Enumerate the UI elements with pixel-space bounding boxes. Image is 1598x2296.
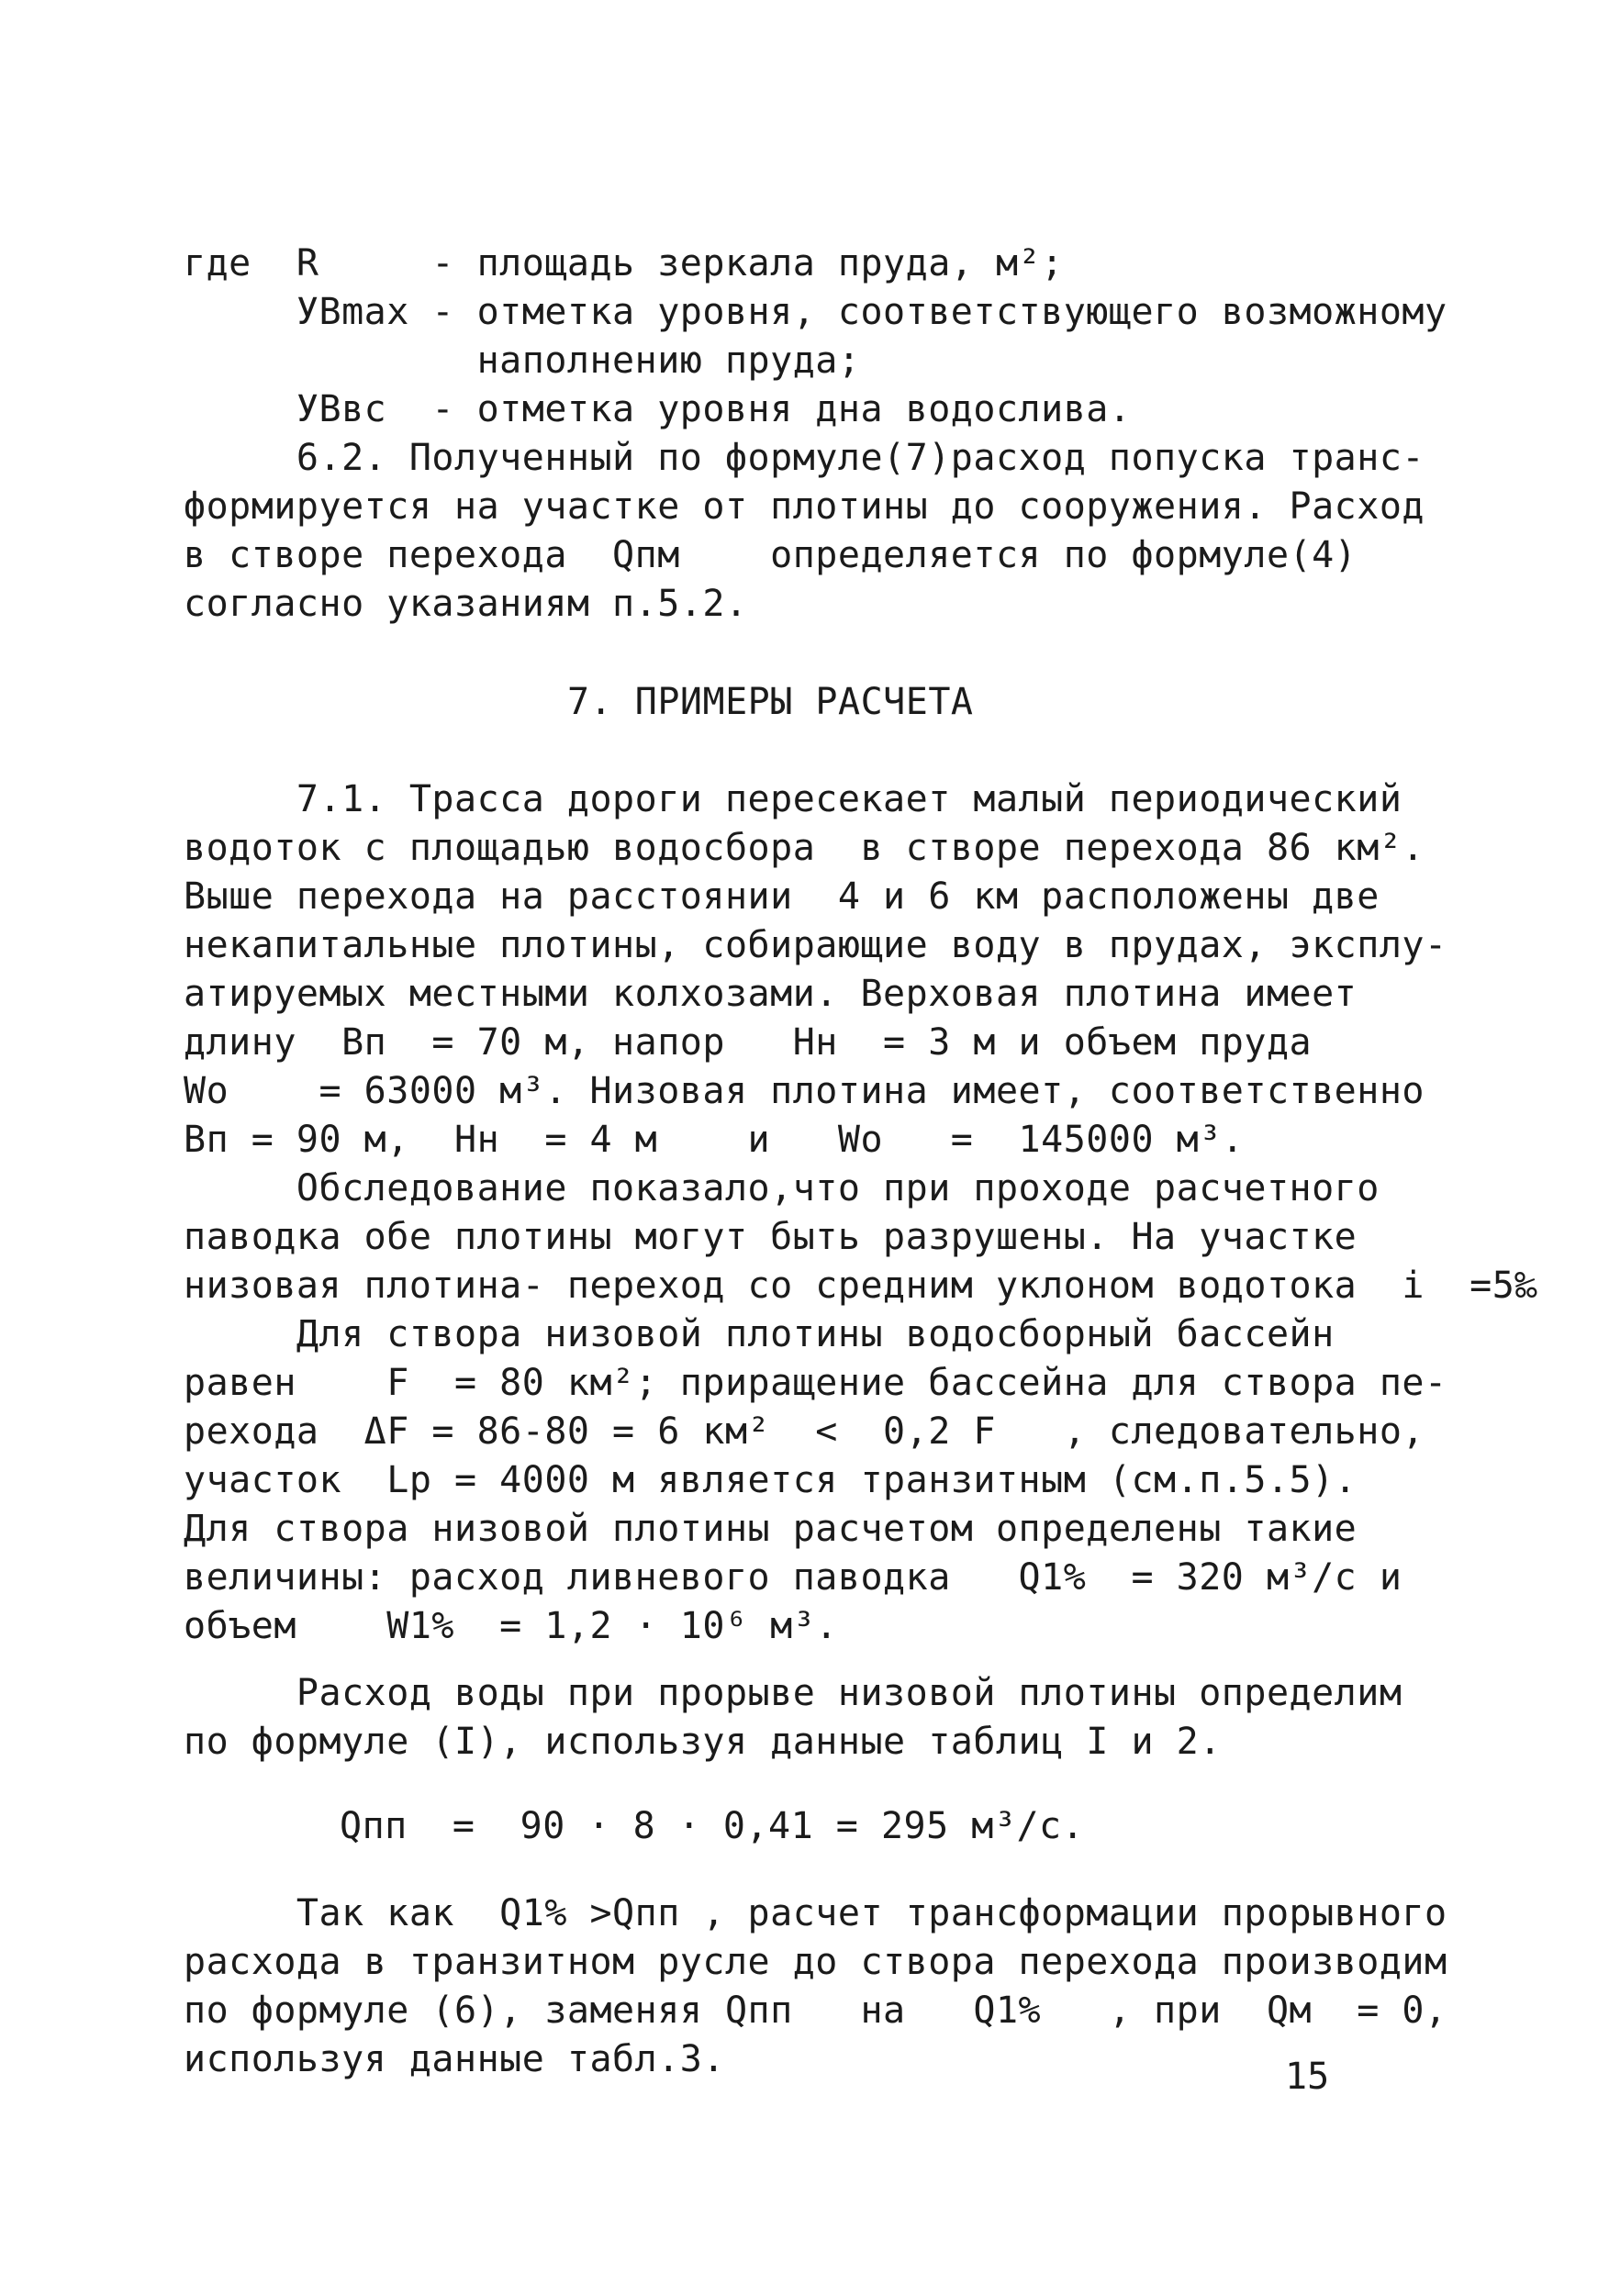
page-number: 15 xyxy=(1285,2056,1330,2098)
text-line: Расход воды при прорыве низовой плотины определим xyxy=(184,1672,1402,1714)
text-line: Для створа низовой плотины расчетом определены такие xyxy=(184,1508,1358,1550)
text-line: 6.2. Полученный по формуле(7)расход попуска транс- xyxy=(184,437,1425,479)
text-line: Вп = 90 м, Нн = 4 м и Wо = 145000 м³. xyxy=(184,1119,1245,1161)
text-line: равен F = 80 км²; приращение бассейна для створа пе- xyxy=(184,1362,1447,1404)
text-line: по формуле (I), используя данные таблиц I и 2. xyxy=(184,1721,1222,1763)
text-line: водоток с площадью водосбора в створе перехода 86 км². xyxy=(184,827,1425,869)
text-line: расхода в транзитном русле до створа перехода производим xyxy=(184,1941,1447,1983)
text-line: Wо = 63000 м³. Низовая плотина имеет, соответственно xyxy=(184,1070,1425,1112)
text-line: участок Lр = 4000 м является транзитным (см.п.5.5). xyxy=(184,1459,1358,1501)
text-line: Обследование показало,что при проходе расчетного xyxy=(184,1167,1380,1209)
text-line: величины: расход ливневого паводка Q1% = 320 м³/с и xyxy=(184,1556,1402,1599)
text-line: формируется на участке от плотины до сооружения. Расход xyxy=(184,485,1425,528)
section-heading: 7. ПРИМЕРЫ РАСЧЕТА xyxy=(567,681,974,723)
text-line: УВmax - отметка уровня, соответствующего возможному xyxy=(184,291,1447,333)
text-line: рехода ΔF = 86-80 = 6 км² < 0,2 F , следовательно, xyxy=(184,1410,1425,1453)
text-line: атируемых местными колхозами. Верховая плотина имеет xyxy=(184,973,1358,1015)
text-line: длину Вп = 70 м, напор Нн = 3 м и объем пруда xyxy=(184,1021,1313,1064)
text-line: низовая плотина- переход со средним уклоном водотока i =5‰ xyxy=(184,1265,1537,1307)
text-line: Выше перехода на расстоянии 4 и 6 км расположены две xyxy=(184,875,1380,918)
text-line: некапитальные плотины, собирающие воду в прудах, эксплу- xyxy=(184,924,1447,966)
text-line: паводка обе плотины могут быть разрушены. На участке xyxy=(184,1216,1358,1258)
text-line: согласно указаниям п.5.2. xyxy=(184,583,748,625)
text-line: объем W1% = 1,2 · 10⁶ м³. xyxy=(184,1605,838,1647)
formula: Qпп = 90 · 8 · 0,41 = 295 м³/с. xyxy=(340,1805,1085,1847)
text-line: по формуле (6), заменяя Qпп на Q1% , при Qм = 0, xyxy=(184,1989,1447,2032)
text-line: наполнению пруда; xyxy=(184,340,861,382)
text-line: УВвс - отметка уровня дна водослива. xyxy=(184,388,1132,430)
text-line: используя данные табл.3. xyxy=(184,2038,725,2080)
text-line: Так как Q1% >Qпп , расчет трансформации прорывного xyxy=(184,1892,1447,1934)
text-line: в створе перехода Qпм определяется по формуле(4) xyxy=(184,534,1358,576)
text-line: где R - площадь зеркала пруда, м²; xyxy=(184,242,1064,284)
text-line: Для створа низовой плотины водосборный бассейн xyxy=(184,1313,1335,1355)
text-line: 7.1. Трасса дороги пересекает малый периодический xyxy=(184,778,1402,820)
